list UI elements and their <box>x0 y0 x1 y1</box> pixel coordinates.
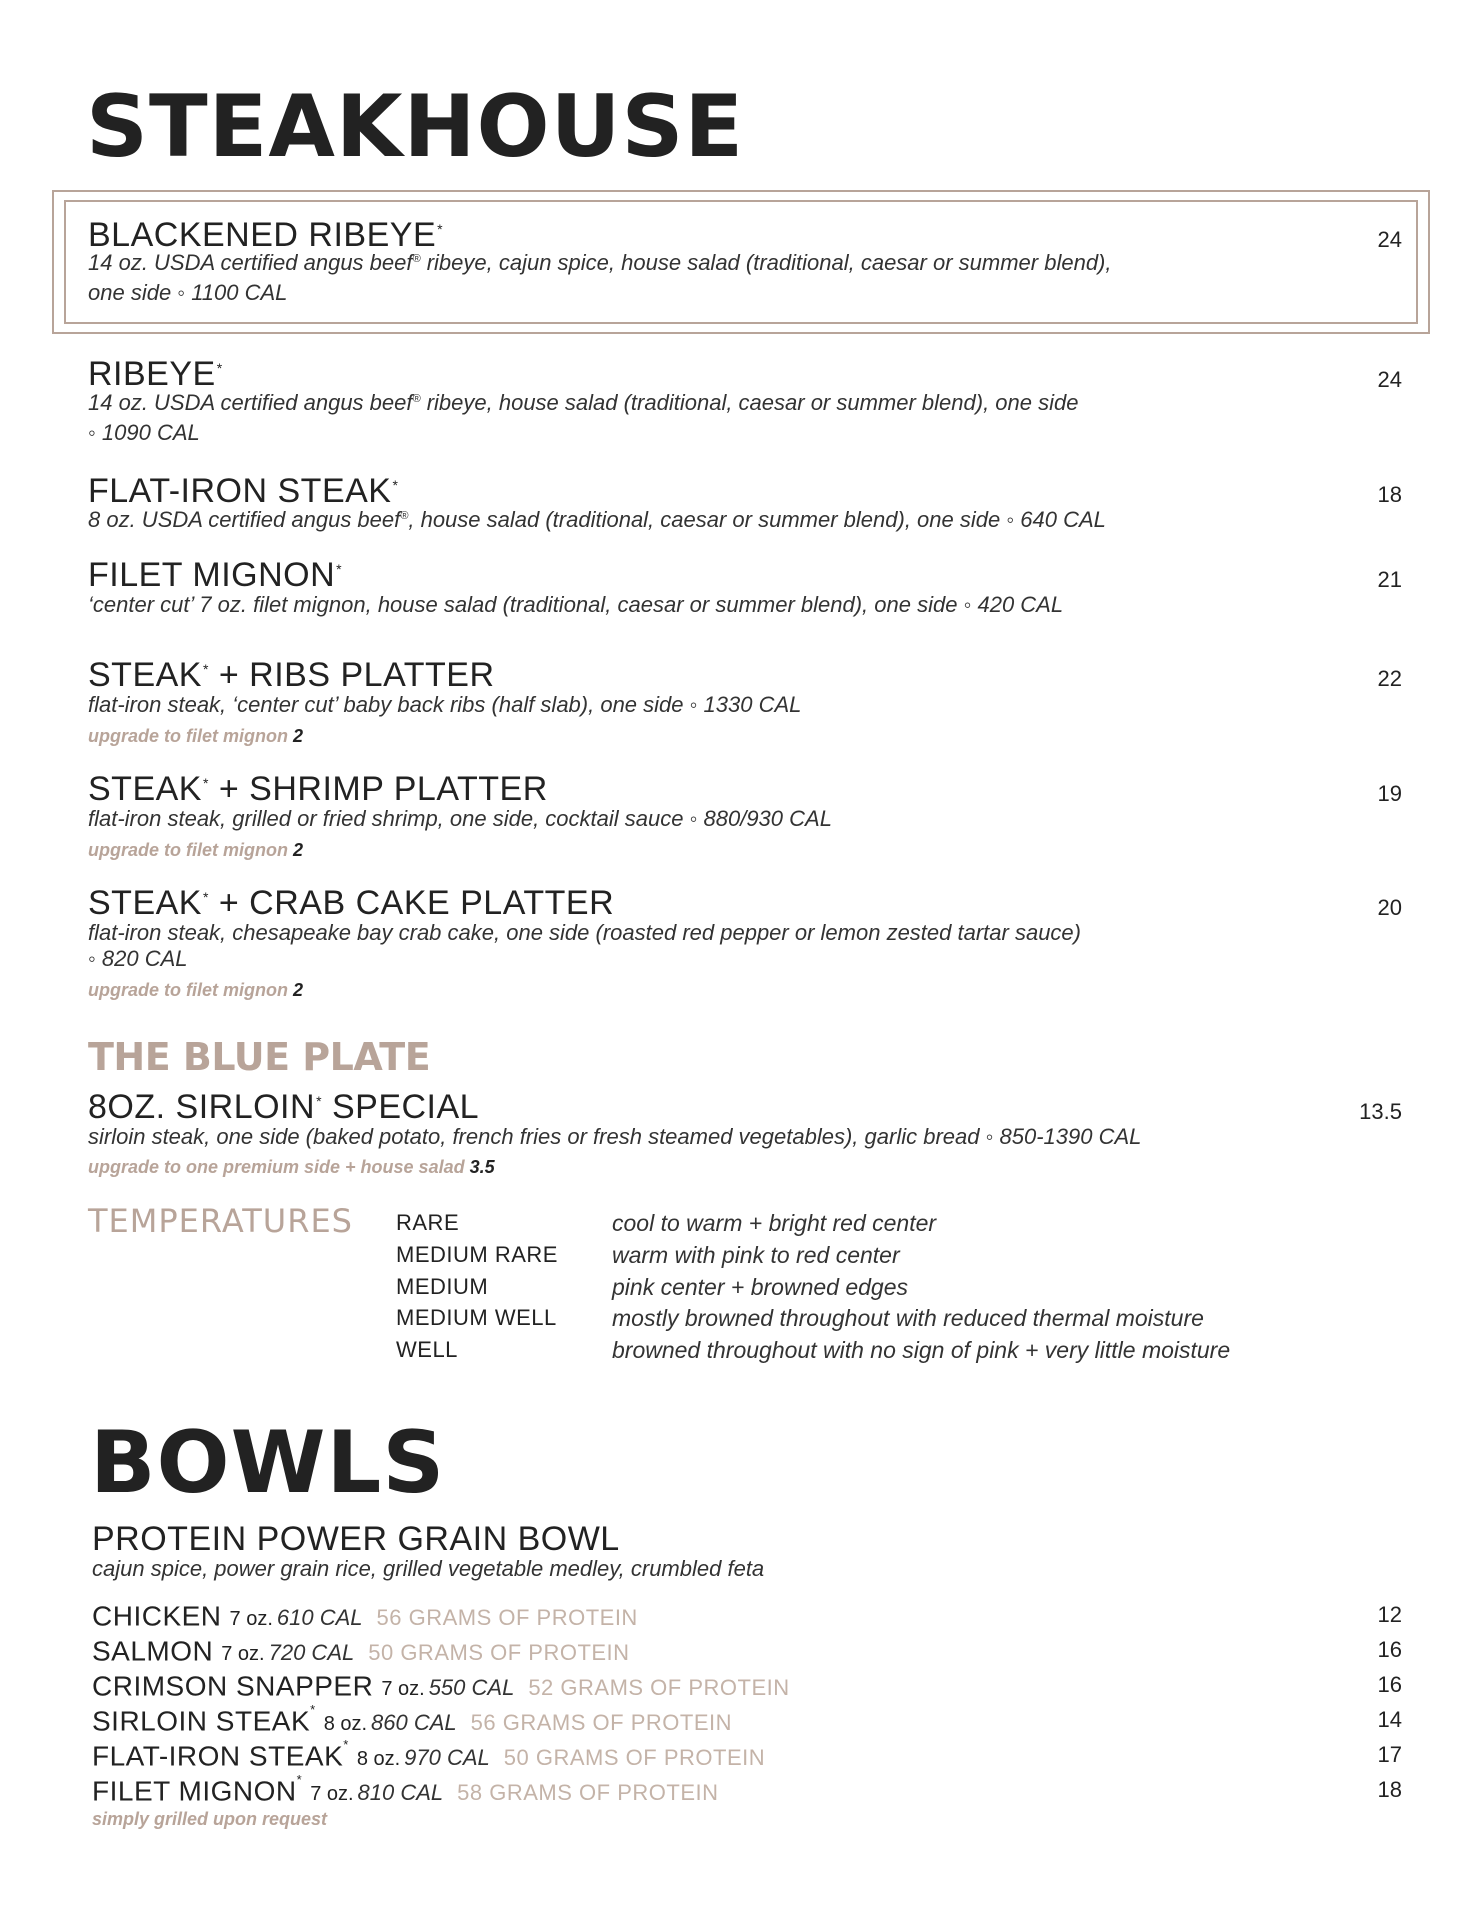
bowl-option-calories: 720 CAL <box>268 1640 355 1666</box>
bowl-option-calories: 810 CAL <box>357 1780 444 1806</box>
blue-plate-item-name: 8OZ. SIRLOIN* SPECIAL <box>88 1088 480 1126</box>
upgrade-note: upgrade to filet mignon 2 <box>88 726 304 746</box>
bowl-option-protein: 52 GRAMS OF PROTEIN <box>528 1675 790 1701</box>
bowl-option-price: 14 <box>1377 1707 1402 1732</box>
temperature-name: RARE <box>396 1210 460 1235</box>
bowl-option-weight: 8 oz. <box>356 1748 401 1771</box>
menu-item-description: flat-iron steak, chesapeake bay crab cake, one side (roasted red pepper or lemon zested tartar sauce) ◦ 820 CAL <box>88 920 1081 971</box>
bowls-subtitle: PROTEIN POWER GRAIN BOWL <box>92 1520 620 1558</box>
menu-item-name: FLAT-IRON STEAK* <box>88 472 399 510</box>
featured-item-description: 14 oz. USDA certified angus beef® ribeye, cajun spice, house salad (traditional, caesar or summer blend), one side ◦ 1100 CAL <box>88 250 1112 305</box>
featured-item-price: 24 <box>1377 227 1402 252</box>
bowl-option-name: CRIMSON SNAPPER <box>92 1670 374 1702</box>
bowl-option-row <box>92 1773 1402 1807</box>
featured-item-name: BLACKENED RIBEYE* <box>88 216 444 254</box>
menu-item-description: flat-iron steak, grilled or fried shrimp, one side, cocktail sauce ◦ 880/930 CAL <box>88 806 832 831</box>
bowl-option-row <box>92 1668 1402 1702</box>
bowl-option-calories: 860 CAL <box>371 1710 457 1736</box>
menu-item-price: 24 <box>1377 367 1402 392</box>
temperatures-heading: TEMPERATURES <box>88 1202 353 1240</box>
bowl-option-price: 17 <box>1377 1742 1402 1767</box>
temperature-name: MEDIUM WELL <box>396 1305 557 1330</box>
upgrade-note: upgrade to filet mignon 2 <box>88 980 304 1000</box>
temperature-name: WELL <box>396 1337 458 1362</box>
bowl-option-protein: 56 GRAMS OF PROTEIN <box>376 1605 638 1631</box>
steakhouse-title: STEAKHOUSE <box>86 77 745 177</box>
bowl-option-mark: * <box>310 1702 316 1717</box>
menu-item-name: STEAK* + CRAB CAKE PLATTER <box>88 884 615 922</box>
bowls-title: BOWLS <box>90 1413 446 1513</box>
bowl-option-row <box>92 1633 1402 1667</box>
bowl-option-row <box>92 1738 1402 1772</box>
bowl-option-calories: 610 CAL <box>276 1605 363 1631</box>
bowl-option-price: 16 <box>1377 1637 1402 1662</box>
temperature-description: pink center + browned edges <box>612 1274 909 1300</box>
temperature-name: MEDIUM <box>396 1274 489 1299</box>
menu-item-name: RIBEYE* <box>88 355 223 393</box>
bowl-option-name: FLAT-IRON STEAK <box>92 1740 344 1772</box>
temperature-name: MEDIUM RARE <box>396 1242 558 1267</box>
bowls-note: simply grilled upon request <box>92 1809 328 1829</box>
menu-item-description: 8 oz. USDA certified angus beef®, house salad (traditional, caesar or summer blend), one side ◦ 640 CAL <box>88 507 1106 532</box>
upgrade-note: upgrade to filet mignon 2 <box>88 840 304 860</box>
bowl-option-mark: * <box>296 1772 303 1787</box>
menu-item-description: flat-iron steak, ‘center cut’ baby back ribs (half slab), one side ◦ 1330 CAL <box>88 692 802 717</box>
bowl-option-weight: 7 oz. <box>229 1608 273 1631</box>
bowl-option-name: FILET MIGNON <box>92 1775 297 1807</box>
bowl-option-calories: 550 CAL <box>428 1675 515 1701</box>
temperature-description: mostly browned throughout with reduced thermal moisture <box>612 1305 1204 1331</box>
bowl-option-name: SALMON <box>92 1635 214 1667</box>
blue-plate-item-description: sirloin steak, one side (baked potato, french fries or fresh steamed vegetables), garlic bread ◦ 850-1390 CAL <box>88 1124 1142 1149</box>
menu-item-description: 14 oz. USDA certified angus beef® ribeye, house salad (traditional, caesar or summer blend), one side ◦ 1090 CAL <box>88 390 1079 445</box>
bowl-option-protein: 58 GRAMS OF PROTEIN <box>457 1780 719 1806</box>
menu-item-description: ‘center cut’ 7 oz. filet mignon, house salad (traditional, caesar or summer blend), one side ◦ 420 CAL <box>88 592 1064 617</box>
bowl-option-price: 18 <box>1377 1777 1402 1802</box>
menu-item-name: STEAK* + SHRIMP PLATTER <box>88 770 548 808</box>
bowl-option-name: CHICKEN <box>92 1600 222 1632</box>
bowl-option-weight: 7 oz. <box>310 1783 354 1806</box>
bowl-option-name: SIRLOIN STEAK <box>92 1705 311 1737</box>
menu-item-price: 20 <box>1377 895 1402 920</box>
bowl-option-protein: 56 GRAMS OF PROTEIN <box>470 1710 732 1736</box>
menu-item-price: 18 <box>1377 482 1402 507</box>
bowl-option-row <box>92 1703 1402 1737</box>
bowl-option-weight: 7 oz. <box>381 1678 425 1701</box>
bowls-description: cajun spice, power grain rice, grilled vegetable medley, crumbled feta <box>92 1556 765 1581</box>
bowl-option-calories: 970 CAL <box>404 1745 490 1771</box>
bowl-option-mark: * <box>343 1737 349 1752</box>
bowl-option-protein: 50 GRAMS OF PROTEIN <box>368 1640 630 1666</box>
menu-item-price: 19 <box>1377 781 1402 806</box>
bowl-option-price: 12 <box>1377 1602 1402 1627</box>
temperature-description: browned throughout with no sign of pink + very little moisture <box>612 1337 1231 1363</box>
menu-item-price: 22 <box>1377 666 1402 691</box>
blue-plate-heading: THE BLUE PLATE <box>88 1035 431 1079</box>
blue-plate-item-price: 13.5 <box>1359 1099 1402 1124</box>
bowl-option-weight: 7 oz. <box>221 1643 265 1666</box>
menu-item-name: STEAK* + RIBS PLATTER <box>88 656 495 694</box>
menu-item-price: 21 <box>1377 567 1402 592</box>
bowl-option-weight: 8 oz. <box>323 1713 368 1736</box>
temperature-description: warm with pink to red center <box>612 1242 900 1268</box>
temperature-description: cool to warm + bright red center <box>612 1210 937 1236</box>
upgrade-note: upgrade to one premium side + house salad 3.5 <box>88 1157 495 1177</box>
bowl-option-protein: 50 GRAMS OF PROTEIN <box>503 1745 766 1771</box>
bowl-option-price: 16 <box>1377 1672 1402 1697</box>
bowl-option-row <box>92 1598 1402 1632</box>
menu-item-name: FILET MIGNON* <box>88 556 343 594</box>
